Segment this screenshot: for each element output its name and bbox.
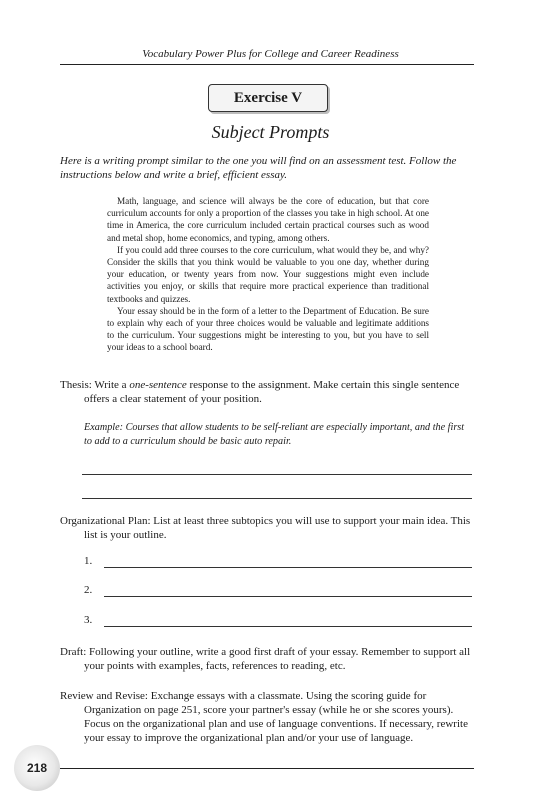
thesis-text: Thesis: Write a (60, 379, 130, 391)
outline-answer-line[interactable] (104, 567, 472, 568)
draft-text: Draft: Following your outline, write a good first draft of your essay. Remember to support all your points with examples, facts, references to reading, etc. (60, 646, 471, 672)
outline-answer-line[interactable] (104, 626, 472, 627)
outline-answer-line[interactable] (104, 596, 472, 597)
review-text: Review and Revise: Exchange essays with a classmate. Using the scoring guide for Organization on page 251, score your partner's essay (while he or she scores yours). Focus on the organizational plan and use of language conventions. If necessary, rewrite your essay to improve the organizational plan and/or your use of language. (60, 690, 468, 744)
thesis-answer-line[interactable] (82, 498, 472, 499)
prompt-paragraph: If you could add three courses to the core curriculum, what would they be, and why? Consider the skills that you think would be valuable to you one day, whether during your education, or twenty years from now. Your suggestions might even include activities you enjoy, or skills that require more practical experience than traditional textbooks and quizzes. (107, 244, 429, 304)
header-rule (60, 64, 474, 65)
review-section (60, 689, 474, 745)
footer-rule (60, 768, 474, 769)
prompt-paragraph: Math, language, and science will always be the core of education, but that core curriculum accounts for only a proportion of the classes you take in high school. At one time in America, the core curriculum included certain practical courses such as wood and metal shop, home economics, and typing, among others. (107, 196, 429, 243)
thesis-example: Example: Courses that allow students to be self-reliant are especially important, and the first to add to a curriculum should be basic auto repair. (84, 422, 465, 447)
book-title: Vocabulary Power Plus for College and Career Readiness (142, 48, 399, 60)
thesis-text-end: response to the assignment. Make certain this single sentence offers a clear statement of your position. (84, 379, 460, 405)
writing-prompt (107, 195, 429, 354)
outline-number: 2. (84, 584, 93, 596)
exercise-label: Exercise V (208, 84, 328, 112)
thesis-answer-line[interactable] (82, 474, 472, 475)
exercise-subtitle: Subject Prompts (211, 122, 330, 142)
outline-number: 3. (84, 614, 93, 626)
prompt-paragraph: Your essay should be in the form of a letter to the Department of Education. Be sure to explain why each of your three choices would be valuable and legitimate additions to the curriculum. Your suggestions might be interesting to you, but you have to sell your ideas to a school board. (107, 305, 429, 353)
plan-text: Organizational Plan: List at least three subtopics you will use to support your main idea. This list is your outline. (60, 515, 471, 541)
plan-section (60, 514, 474, 542)
thesis-section (60, 378, 474, 406)
draft-section (60, 645, 474, 673)
instructions-intro: Here is a writing prompt similar to the one you will find on an assessment test. Follow the instructions below and write a brief, efficient essay. (60, 155, 457, 181)
outline-number: 1. (84, 555, 93, 567)
thesis-emphasis: one-sentence (129, 379, 187, 391)
page-number: 218 (14, 745, 60, 791)
